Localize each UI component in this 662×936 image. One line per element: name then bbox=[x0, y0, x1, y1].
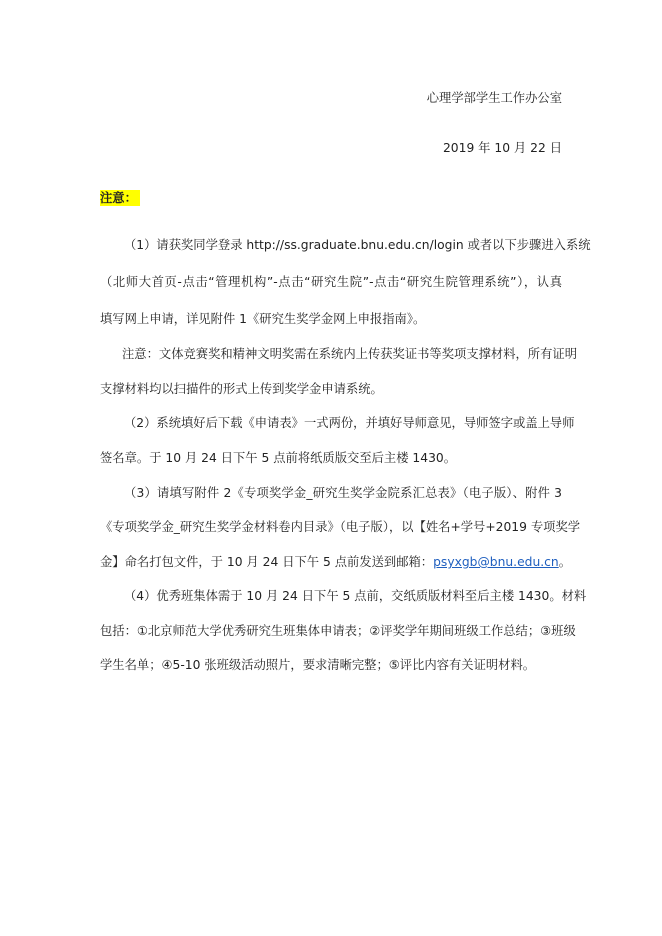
office-signature: 心理学部学生工作办公室 bbox=[426, 91, 562, 105]
paragraph-1-line-2: （北师大首页-点击“管理机构”-点击“研究生院”-点击“研究生院管理系统”），认真 bbox=[100, 275, 562, 289]
paragraph-4-line-1: （4）优秀班集体需于 10 月 24 日下午 5 点前，交纸质版材料至后主楼 1430。材料 bbox=[124, 589, 587, 603]
paragraph-3-line-3 bbox=[100, 554, 572, 570]
email-suffix: 。 bbox=[558, 555, 572, 569]
paragraph-3-line-1: （3）请填写附件 2《专项奖学金_研究生奖学金院系汇总表》（电子版）、附件 3 bbox=[124, 486, 562, 500]
paragraph-4-line-2: 包括：①北京师范大学优秀研究生班集体申请表；②评奖学年期间班级工作总结；③班级 bbox=[100, 624, 576, 638]
notice-heading bbox=[100, 190, 562, 206]
paragraph-note-line-1: 注意：文体竞赛奖和精神文明奖需在系统内上传获奖证书等奖项支撑材料，所有证明 bbox=[122, 347, 577, 361]
paragraph-3-line-2: 《专项奖学金_研究生奖学金材料卷内目录》（电子版），以【姓名+学号+2019 专项奖学 bbox=[100, 520, 581, 534]
paragraph-3-line-3-text: 金】命名打包文件，于 10 月 24 日下午 5 点前发送到邮箱： bbox=[100, 555, 434, 569]
email-link[interactable]: psyxgb@bnu.edu.cn bbox=[433, 555, 559, 569]
paragraph-note-line-2: 支撑材料均以扫描件的形式上传到奖学金申请系统。 bbox=[100, 382, 383, 396]
paragraph-1-line-3: 填写网上申请，详见附件 1《研究生奖学金网上申报指南》。 bbox=[100, 312, 426, 326]
paragraph-1-line-1: （1）请获奖同学登录 http://ss.graduate.bnu.edu.cn/login 或者以下步骤进入系统 bbox=[124, 238, 591, 252]
paragraph-2-line-1: （2）系统填好后下载《申请表》一式两份，并填好导师意见，导师签字或盖上导师 bbox=[124, 416, 575, 430]
paragraph-2-line-2: 签名章。于 10 月 24 日下午 5 点前将纸质版交至后主楼 1430。 bbox=[100, 451, 457, 465]
notice-label: 注意： bbox=[100, 190, 140, 206]
document-date: 2019 年 10 月 22 日 bbox=[442, 141, 562, 155]
paragraph-4-line-3: 学生名单；④5-10 张班级活动照片，要求清晰完整；⑤评比内容有关证明材料。 bbox=[100, 658, 536, 672]
